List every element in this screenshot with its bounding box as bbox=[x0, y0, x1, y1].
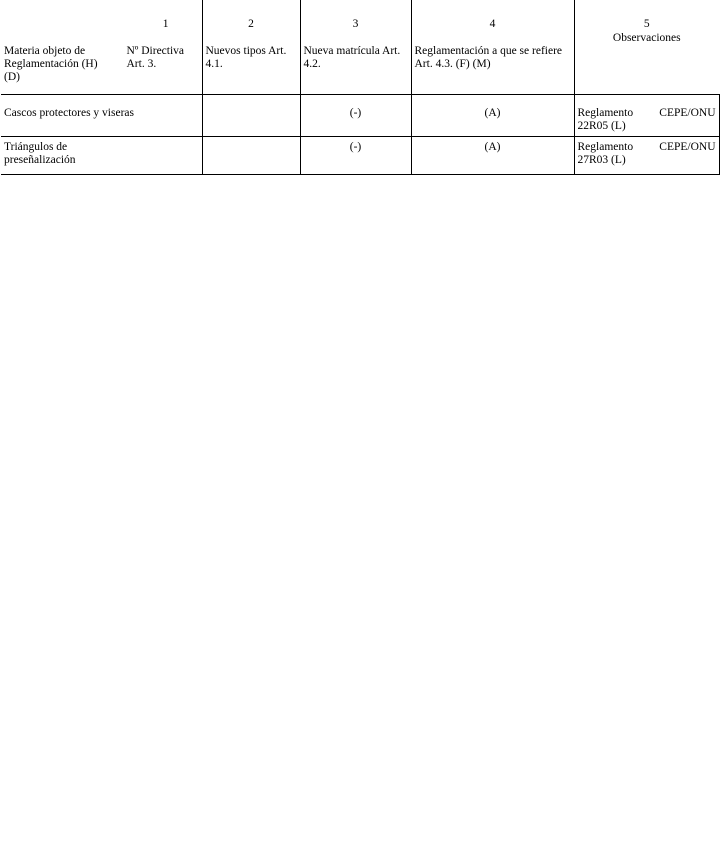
header-col2 bbox=[202, 0, 300, 95]
header-col5 bbox=[574, 0, 719, 95]
col5-number: 5 bbox=[643, 18, 650, 30]
col1-number: 1 bbox=[162, 18, 169, 30]
header-col1 bbox=[1, 0, 202, 95]
regulation-table bbox=[1, 0, 719, 175]
col2-label: Nuevos tipos Art. 4.1. bbox=[205, 45, 287, 70]
col2-number: 2 bbox=[248, 18, 254, 30]
nuevos-cell: (-) bbox=[349, 141, 362, 153]
col4-number: 4 bbox=[489, 18, 496, 30]
matricula-cell: (A) bbox=[484, 107, 501, 119]
col1-materia-label: Materia objeto de Reglamentación (H) (D) bbox=[4, 45, 98, 83]
table-row bbox=[1, 137, 719, 175]
header-col4 bbox=[411, 0, 574, 95]
col1-directiva-label: Nº Directiva Art. 3. bbox=[126, 45, 185, 70]
materia-cell: Triángulos de preseñalización bbox=[4, 141, 76, 166]
nuevos-cell: (-) bbox=[349, 107, 362, 119]
materia-cell: Cascos protectores y viseras bbox=[4, 107, 134, 119]
reglamento-cell: Reglamento CEPE/ONU 22R05 (L) bbox=[577, 107, 716, 132]
reglamento-cell: Reglamento CEPE/ONU 27R03 (L) bbox=[577, 141, 716, 166]
header-col3 bbox=[300, 0, 411, 95]
col4-label: Reglamentación a que se refiere Art. 4.3. (F) (M) bbox=[414, 45, 563, 70]
header-row bbox=[1, 0, 719, 95]
col5-label: Observaciones bbox=[612, 32, 681, 44]
matricula-cell: (A) bbox=[484, 141, 501, 153]
table-row bbox=[1, 95, 719, 137]
col3-number: 3 bbox=[352, 18, 359, 30]
col3-label: Nueva matrícula Art. 4.2. bbox=[303, 45, 401, 70]
